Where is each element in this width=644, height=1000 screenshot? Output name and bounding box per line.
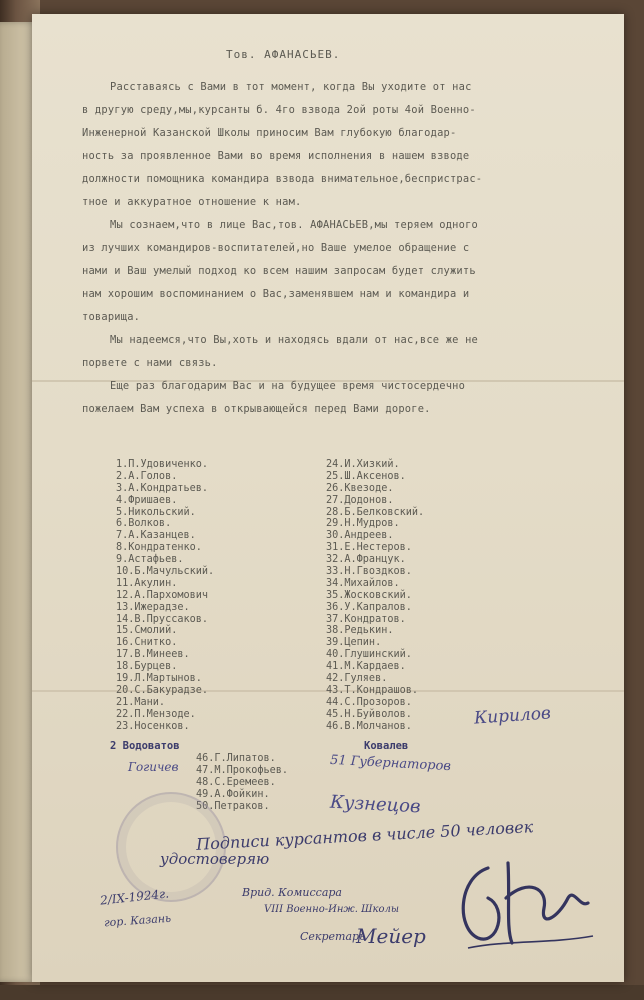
commissar-signature-icon bbox=[448, 848, 598, 958]
list-item: 19.Л.Мартынов. bbox=[116, 673, 202, 685]
list-item: 39.Цепин. bbox=[326, 637, 382, 649]
list-item: 46.Г.Липатов. bbox=[196, 753, 276, 764]
list-item: 34.Михайлов. bbox=[326, 577, 400, 589]
letter-line: товарища. bbox=[82, 311, 141, 323]
letter-line: тное и аккуратное отношение к нам. bbox=[82, 196, 302, 208]
document-date: 2/IX-1924г. bbox=[99, 886, 170, 908]
letter-line: ность за проявленное Вами во время исполнения в нашем взводе bbox=[82, 150, 470, 162]
signatories-list-right bbox=[326, 459, 424, 732]
letter-line: Инженерной Казанской Школы приносим Вам глубокую благодар- bbox=[82, 127, 457, 139]
signatures-note: Подписи курсантов в числе 50 человек bbox=[195, 817, 534, 854]
list-item: 16.Снитко. bbox=[116, 637, 178, 649]
list-item: 12.А.Пархомович bbox=[116, 589, 209, 601]
list-item: 48.С.Еремеев. bbox=[196, 776, 276, 788]
commissar-title: Врид. Комиссара bbox=[242, 886, 342, 899]
list-item: 43.Т.Кондрашов. bbox=[326, 684, 419, 696]
list-item: 17.В.Минеев. bbox=[116, 649, 190, 661]
letter-line: Мы надеемся,что Вы,хоть и находясь вдали от нас,все же не bbox=[110, 334, 478, 346]
list-item: 45.Н.Буйволов. bbox=[326, 708, 412, 720]
list-item: 46.В.Молчанов. bbox=[326, 720, 412, 732]
list-item: 11.Акулин. bbox=[116, 577, 178, 589]
list-item: 44.С.Прозоров. bbox=[326, 696, 412, 708]
list-item: 9.Астафьев. bbox=[116, 554, 184, 566]
document-title: Тов. АФАНАСЬЕВ. bbox=[226, 48, 341, 61]
handwritten-vodovatov: 2 Водоватов bbox=[110, 740, 180, 752]
handwritten-gogichev: Гогичев bbox=[128, 760, 179, 774]
list-item: 20.С.Бакурадзе. bbox=[116, 684, 209, 696]
list-item: 41.М.Кардаев. bbox=[326, 661, 406, 673]
letter-line: нами и Ваш умелый подход ко всем нашим запросам будет служить bbox=[82, 265, 476, 277]
list-item: 21.Мани. bbox=[116, 696, 166, 708]
list-item: 4.Фришаев. bbox=[116, 494, 178, 506]
list-item: 36.У.Капралов. bbox=[326, 601, 412, 613]
list-item: 2.А.Голов. bbox=[116, 470, 178, 482]
school-name: VIII Военно-Инж. Школы bbox=[264, 904, 400, 915]
letter-line: нам хорошим воспоминанием о Вас,заменявшем нам и командира и bbox=[82, 288, 470, 300]
list-item: 22.П.Мензоде. bbox=[116, 708, 196, 720]
signatories-list-left bbox=[116, 459, 214, 732]
list-item: 23.Носенков. bbox=[116, 720, 190, 732]
list-item: 13.Ижерадзе. bbox=[116, 601, 190, 613]
handwritten-kovalev: Ковалев bbox=[364, 740, 409, 752]
list-item: 47.М.Прокофьев. bbox=[196, 764, 289, 776]
handwritten-kuznetsov: Кузнецов bbox=[329, 791, 422, 818]
list-item: 33.Н.Гвоздков. bbox=[326, 566, 412, 578]
list-item: 26.Квезоде. bbox=[326, 482, 394, 494]
list-item: 7.А.Казанцев. bbox=[116, 530, 196, 542]
list-item: 1.П.Удовиченко. bbox=[116, 459, 209, 470]
letter-line: из лучших командиров-воспитателей,но Ваше умелое обращение с bbox=[82, 242, 470, 254]
letter-body bbox=[82, 80, 572, 425]
list-item: 42.Гуляев. bbox=[326, 673, 388, 685]
document-place: гор. Казань bbox=[103, 911, 172, 930]
list-item: 30.Андреев. bbox=[326, 530, 394, 542]
letter-line: в другую среду,мы,курсанты б. 4го взвода 2ой роты 4ой Военно- bbox=[82, 104, 476, 116]
list-item: 38.Редькин. bbox=[326, 625, 394, 637]
secretary-signature: Мейер bbox=[356, 924, 426, 948]
secretary-title: Секретарь bbox=[300, 930, 366, 943]
list-item: 49.А.Фойкин. bbox=[196, 788, 270, 800]
list-item: 5.Никольский. bbox=[116, 506, 196, 518]
list-item: 15.Смолий. bbox=[116, 625, 178, 637]
handwritten-gubernatorov: 51 Губернаторов bbox=[329, 752, 452, 775]
list-item: 40.Глушинский. bbox=[326, 649, 412, 661]
list-item: 18.Бурцев. bbox=[116, 661, 178, 673]
list-item: 3.А.Кондратьев. bbox=[116, 482, 209, 494]
signatories-list-bottom bbox=[196, 753, 288, 812]
list-item: 6.Волков. bbox=[116, 518, 172, 530]
letter-line: Мы сознаем,что в лице Вас,тов. АФАНАСЬЕВ,мы теряем одного bbox=[110, 219, 478, 231]
list-item: 32.А.Францук. bbox=[326, 554, 406, 566]
list-item: 50.Петраков. bbox=[196, 800, 270, 812]
list-item: 37.Кондратов. bbox=[326, 613, 406, 625]
letter-line: порвете с нами связь. bbox=[82, 357, 218, 369]
list-item: 27.Додонов. bbox=[326, 494, 394, 506]
letter-line: пожелаем Вам успеха в открывающейся перед Вами дороге. bbox=[82, 403, 431, 415]
letter-line: Расставаясь с Вами в тот момент, когда Вы уходите от нас bbox=[110, 81, 472, 93]
list-item: 25.Ш.Аксенов. bbox=[326, 470, 406, 482]
list-item: 31.Е.Нестеров. bbox=[326, 542, 412, 554]
handwritten-kirillov: Кирилов bbox=[473, 703, 552, 729]
list-item: 14.В.Пруссаков. bbox=[116, 613, 209, 625]
list-item: 29.Н.Мудров. bbox=[326, 518, 400, 530]
list-item: 35.Жосковский. bbox=[326, 589, 412, 601]
background-bottom bbox=[0, 985, 644, 1000]
certify-note: удостоверяю bbox=[160, 850, 270, 868]
letter-line: Еще раз благодарим Вас и на будущее время чистосердечно bbox=[110, 380, 466, 392]
list-item: 24.И.Хизкий. bbox=[326, 459, 400, 470]
list-item: 8.Кондратенко. bbox=[116, 542, 202, 554]
letter-line: должности помощника командира взвода внимательное,беспристрас- bbox=[82, 173, 483, 185]
list-item: 10.Б.Мачульский. bbox=[116, 566, 215, 578]
list-item: 28.Б.Белковский. bbox=[326, 506, 425, 518]
